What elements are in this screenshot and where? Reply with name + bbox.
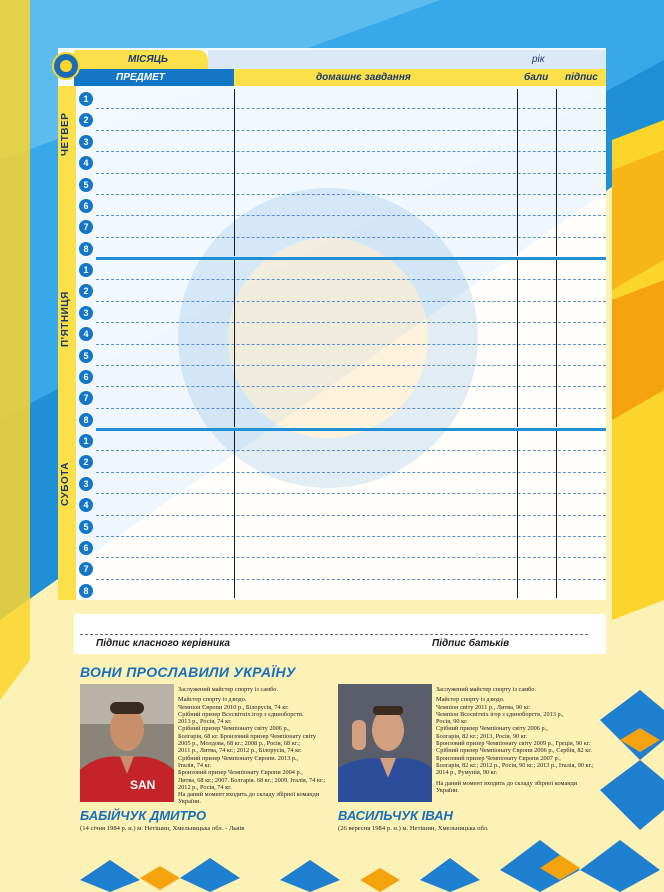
- lesson-number: 2: [79, 284, 93, 298]
- lesson-number: 4: [79, 327, 93, 341]
- day-label-thursday: ЧЕТВЕР: [60, 112, 71, 156]
- column-line: [234, 89, 235, 256]
- row-line: [96, 108, 606, 109]
- lesson-number: 6: [79, 370, 93, 384]
- subject-label: ПРЕДМЕТ: [116, 72, 165, 83]
- row-line: [96, 301, 606, 302]
- lesson-number: 1: [79, 92, 93, 106]
- column-line: [517, 260, 518, 427]
- row-line: [96, 173, 606, 174]
- lesson-number: 7: [79, 391, 93, 405]
- signature-label: підпис: [565, 72, 598, 83]
- lesson-number: 8: [79, 413, 93, 427]
- row-line: [96, 557, 606, 558]
- row-line: [96, 472, 606, 473]
- athlete-photo-babiichuk: [80, 684, 174, 802]
- column-line: [234, 431, 235, 598]
- grades-label: бали: [524, 72, 549, 83]
- row-line: [96, 215, 606, 216]
- lesson-number: 5: [79, 349, 93, 363]
- lesson-number: 2: [79, 113, 93, 127]
- column-line: [556, 431, 557, 598]
- athlete-name-babiichuk: БАБІЙЧУК ДМИТРО: [80, 808, 207, 823]
- lesson-number: 1: [79, 434, 93, 448]
- column-line: [234, 260, 235, 427]
- row-line: [96, 279, 606, 280]
- teacher-signature-label: Підпис класного керівника: [96, 638, 230, 649]
- diary-sheet: [58, 48, 606, 600]
- row-line: [96, 237, 606, 238]
- athlete-bio-babiichuk: Заслужений майстер спорту із самбо. Майстер спорту із дзюдо. Чемпіон Європи 2010 р., Білорусія, 74 кг. Срібний призер Всесвітніх ігор з єдиноборств. 2013 р., Росія, 74 кг. Срібний призер Чемпіонату світу 2006 р., Болгарія, 68 кг. Бронзовий призер Чемпіонату світу 2005 р., Молдова, 68 кг.; 2008 р., Росія, 68 кг.; 2011 р., Литва, 74 кг.; 2012 р., Білорусія, 74 кг. Срібний призер Чемпіонату Європи. 2013 р., Італія, 74 кг. Бронзовий призер Чемпіонату Європи 2004 р., Литва, 68 кг.; 2007. Болгарія. 68 кг.; 2009. Італія, 74 кг.; 2012 р., Росія, 74 кг. На даний момент входить до складу збірної команди України.: [178, 686, 326, 806]
- lesson-number: 6: [79, 541, 93, 555]
- row-line: [96, 515, 606, 516]
- day-label-saturday: СУБОТА: [60, 462, 71, 506]
- athlete-name-vasylchuk: ВАСИЛЬЧУК ІВАН: [338, 808, 453, 823]
- row-line: [96, 344, 606, 345]
- logo-icon: [52, 52, 80, 80]
- signature-line: [80, 634, 588, 635]
- month-label: МІСЯЦЬ: [128, 54, 168, 65]
- lesson-number: 3: [79, 477, 93, 491]
- column-line: [556, 260, 557, 427]
- lesson-number: 2: [79, 455, 93, 469]
- row-line: [96, 322, 606, 323]
- header-year-bar: [208, 50, 606, 69]
- row-line: [96, 194, 606, 195]
- lesson-number: 6: [79, 199, 93, 213]
- athlete-birth-babiichuk: (14 січня 1984 р. н.) м. Нетішин, Хмельницька обл. - Львів: [80, 825, 245, 832]
- day-separator: [96, 257, 606, 260]
- lesson-number: 4: [79, 156, 93, 170]
- lesson-number: 7: [79, 562, 93, 576]
- day-label-friday: П'ЯТНИЦЯ: [60, 291, 71, 347]
- lesson-number: 5: [79, 178, 93, 192]
- athlete-bio-vasylchuk: Заслужений майстер спорту із самбо. Майстер спорту із дзюдо. Чемпіон світу 2011 р., Литва, 90 кг. Чемпіон Всесвітніх ігор з єдиноборств, 2013 р., Росія, 90 кг. Срібний призер Чемпіонату світу 2006 р., Болгарія, 82 кг.; 2013, Росія, 90 кг. Бронзовий призер Чемпіонату світу 2009 р., Греція, 90 кг. Срібний призер Чемпіонату Європи 2006 р., Сербія, 82 кг. Бронзовий призер Чемпіонату Європи 2007 р., Болгарія, 82 кг.; 2012 р., Росія, 90 кг.; 2013 р., Італія, 90 кг.; 2014 р., Румунія, 90 кг. На даний момент входить до складу збірної команди України.: [436, 686, 594, 794]
- row-line: [96, 130, 606, 131]
- lesson-number: 7: [79, 220, 93, 234]
- row-line: [96, 579, 606, 580]
- day-separator: [96, 428, 606, 431]
- athlete-photo-vasylchuk: [338, 684, 432, 802]
- column-line: [517, 89, 518, 256]
- parents-signature-label: Підпис батьків: [432, 638, 510, 649]
- watermark-emblem: [178, 128, 478, 548]
- row-line: [96, 151, 606, 152]
- row-line: [96, 536, 606, 537]
- header-homework-bar: [234, 69, 606, 86]
- lesson-number: 8: [79, 242, 93, 256]
- section-title: ВОНИ ПРОСЛАВИЛИ УКРАЇНУ: [80, 664, 296, 680]
- lesson-number: 8: [79, 584, 93, 598]
- row-line: [96, 408, 606, 409]
- lesson-number: 3: [79, 306, 93, 320]
- row-line: [96, 493, 606, 494]
- lesson-number: 4: [79, 498, 93, 512]
- row-line: [96, 386, 606, 387]
- column-line: [517, 431, 518, 598]
- homework-label: домашнє завдання: [316, 72, 411, 83]
- row-line: [96, 450, 606, 451]
- row-line: [96, 365, 606, 366]
- lesson-number: 5: [79, 520, 93, 534]
- year-label: рік: [532, 54, 545, 65]
- lesson-number: 1: [79, 263, 93, 277]
- column-line: [556, 89, 557, 256]
- lesson-number: 3: [79, 135, 93, 149]
- svg-text:SAN: SAN: [130, 778, 156, 792]
- athlete-birth-vasylchuk: (26 вересня 1984 р. н.) м. Нетішин, Хмельницька обл.: [338, 825, 489, 832]
